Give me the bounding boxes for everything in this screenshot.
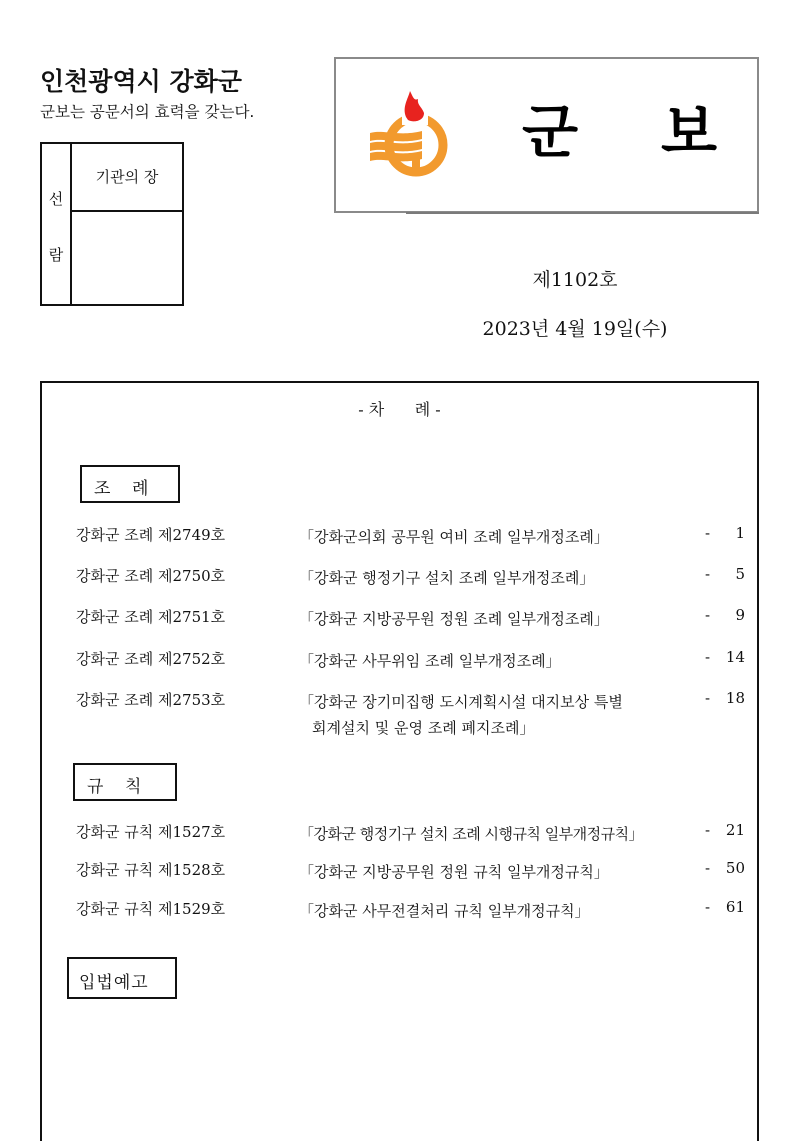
entry-code: 강화군 조례 제2750호 xyxy=(76,567,226,585)
entry-page: 21 xyxy=(725,821,745,839)
section-legislative-notice-label: 입법예고 xyxy=(67,957,177,999)
entry-leader: - xyxy=(705,606,711,624)
entry-leader: - xyxy=(705,898,711,916)
entry-page: 14 xyxy=(725,648,745,666)
section-ordinances-label: 조 례 xyxy=(80,465,180,503)
entry-code: 강화군 규칙 제1528호 xyxy=(76,861,226,879)
entry-code: 강화군 규칙 제1529호 xyxy=(76,900,226,918)
entry-title: 「강화군 지방공무원 정원 조례 일부개정조례」 xyxy=(299,610,609,628)
entry-title: 「강화군 행정기구 설치 조례 일부개정조례」 xyxy=(299,569,595,587)
issue-number: 제1102호 xyxy=(532,269,618,291)
issue-date: 2023년 4월 19일(수) xyxy=(482,318,668,340)
organization-title: 인천광역시 강화군 xyxy=(40,67,242,96)
entry-page: 1 xyxy=(735,524,745,542)
entry-code: 강화군 조례 제2749호 xyxy=(76,526,226,544)
entry-leader: - xyxy=(705,859,711,877)
entry-title: 「강화군 사무전결처리 규칙 일부개정규칙」 xyxy=(299,902,590,920)
section-rules-label: 규 칙 xyxy=(73,763,177,801)
entry-title-line2: 회계설치 및 운영 조례 폐지조례」 xyxy=(312,719,535,737)
masthead-banner xyxy=(334,57,759,213)
masthead-shadow xyxy=(406,212,759,214)
table-of-contents xyxy=(40,381,759,1141)
entry-leader: - xyxy=(705,565,711,583)
entry-title: 「강화군 지방공무원 정원 규칙 일부개정규칙」 xyxy=(299,863,609,881)
review-side-char-1: 선 xyxy=(48,190,64,208)
entry-title: 「강화군 장기미집행 도시계획시설 대지보상 특별 xyxy=(299,693,623,711)
ganghwa-emblem-icon xyxy=(364,87,460,183)
review-side-char-2: 람 xyxy=(48,246,64,264)
entry-leader: - xyxy=(705,689,711,707)
review-approval-box xyxy=(40,142,184,306)
entry-page: 61 xyxy=(725,898,745,916)
entry-code: 강화군 조례 제2751호 xyxy=(76,608,226,626)
entry-leader: - xyxy=(705,524,711,542)
masthead-title-char-2: 보 xyxy=(661,98,718,166)
entry-code: 강화군 조례 제2753호 xyxy=(76,691,226,709)
entry-page: 9 xyxy=(735,606,745,624)
masthead-title-char-1: 군 xyxy=(522,98,579,166)
entry-page: 18 xyxy=(725,689,745,707)
entry-leader: - xyxy=(705,648,711,666)
entry-title: 「강화군의회 공무원 여비 조례 일부개정조례」 xyxy=(299,528,609,546)
entry-code: 강화군 규칙 제1527호 xyxy=(76,823,226,841)
entry-code: 강화군 조례 제2752호 xyxy=(76,650,226,668)
entry-leader: - xyxy=(705,821,711,839)
entry-title: 「강화군 사무위임 조례 일부개정조례」 xyxy=(299,652,561,670)
review-side-label xyxy=(42,144,72,304)
toc-heading: - 차 례 - xyxy=(358,400,441,419)
institution-head-label: 기관의 장 xyxy=(72,144,182,212)
entry-title: 「강화군 행정기구 설치 조례 시행규칙 일부개정규칙」 xyxy=(299,825,644,843)
legal-effect-notice: 군보는 공문서의 효력을 갖는다. xyxy=(40,103,255,121)
entry-page: 5 xyxy=(735,565,745,583)
entry-page: 50 xyxy=(725,859,745,877)
